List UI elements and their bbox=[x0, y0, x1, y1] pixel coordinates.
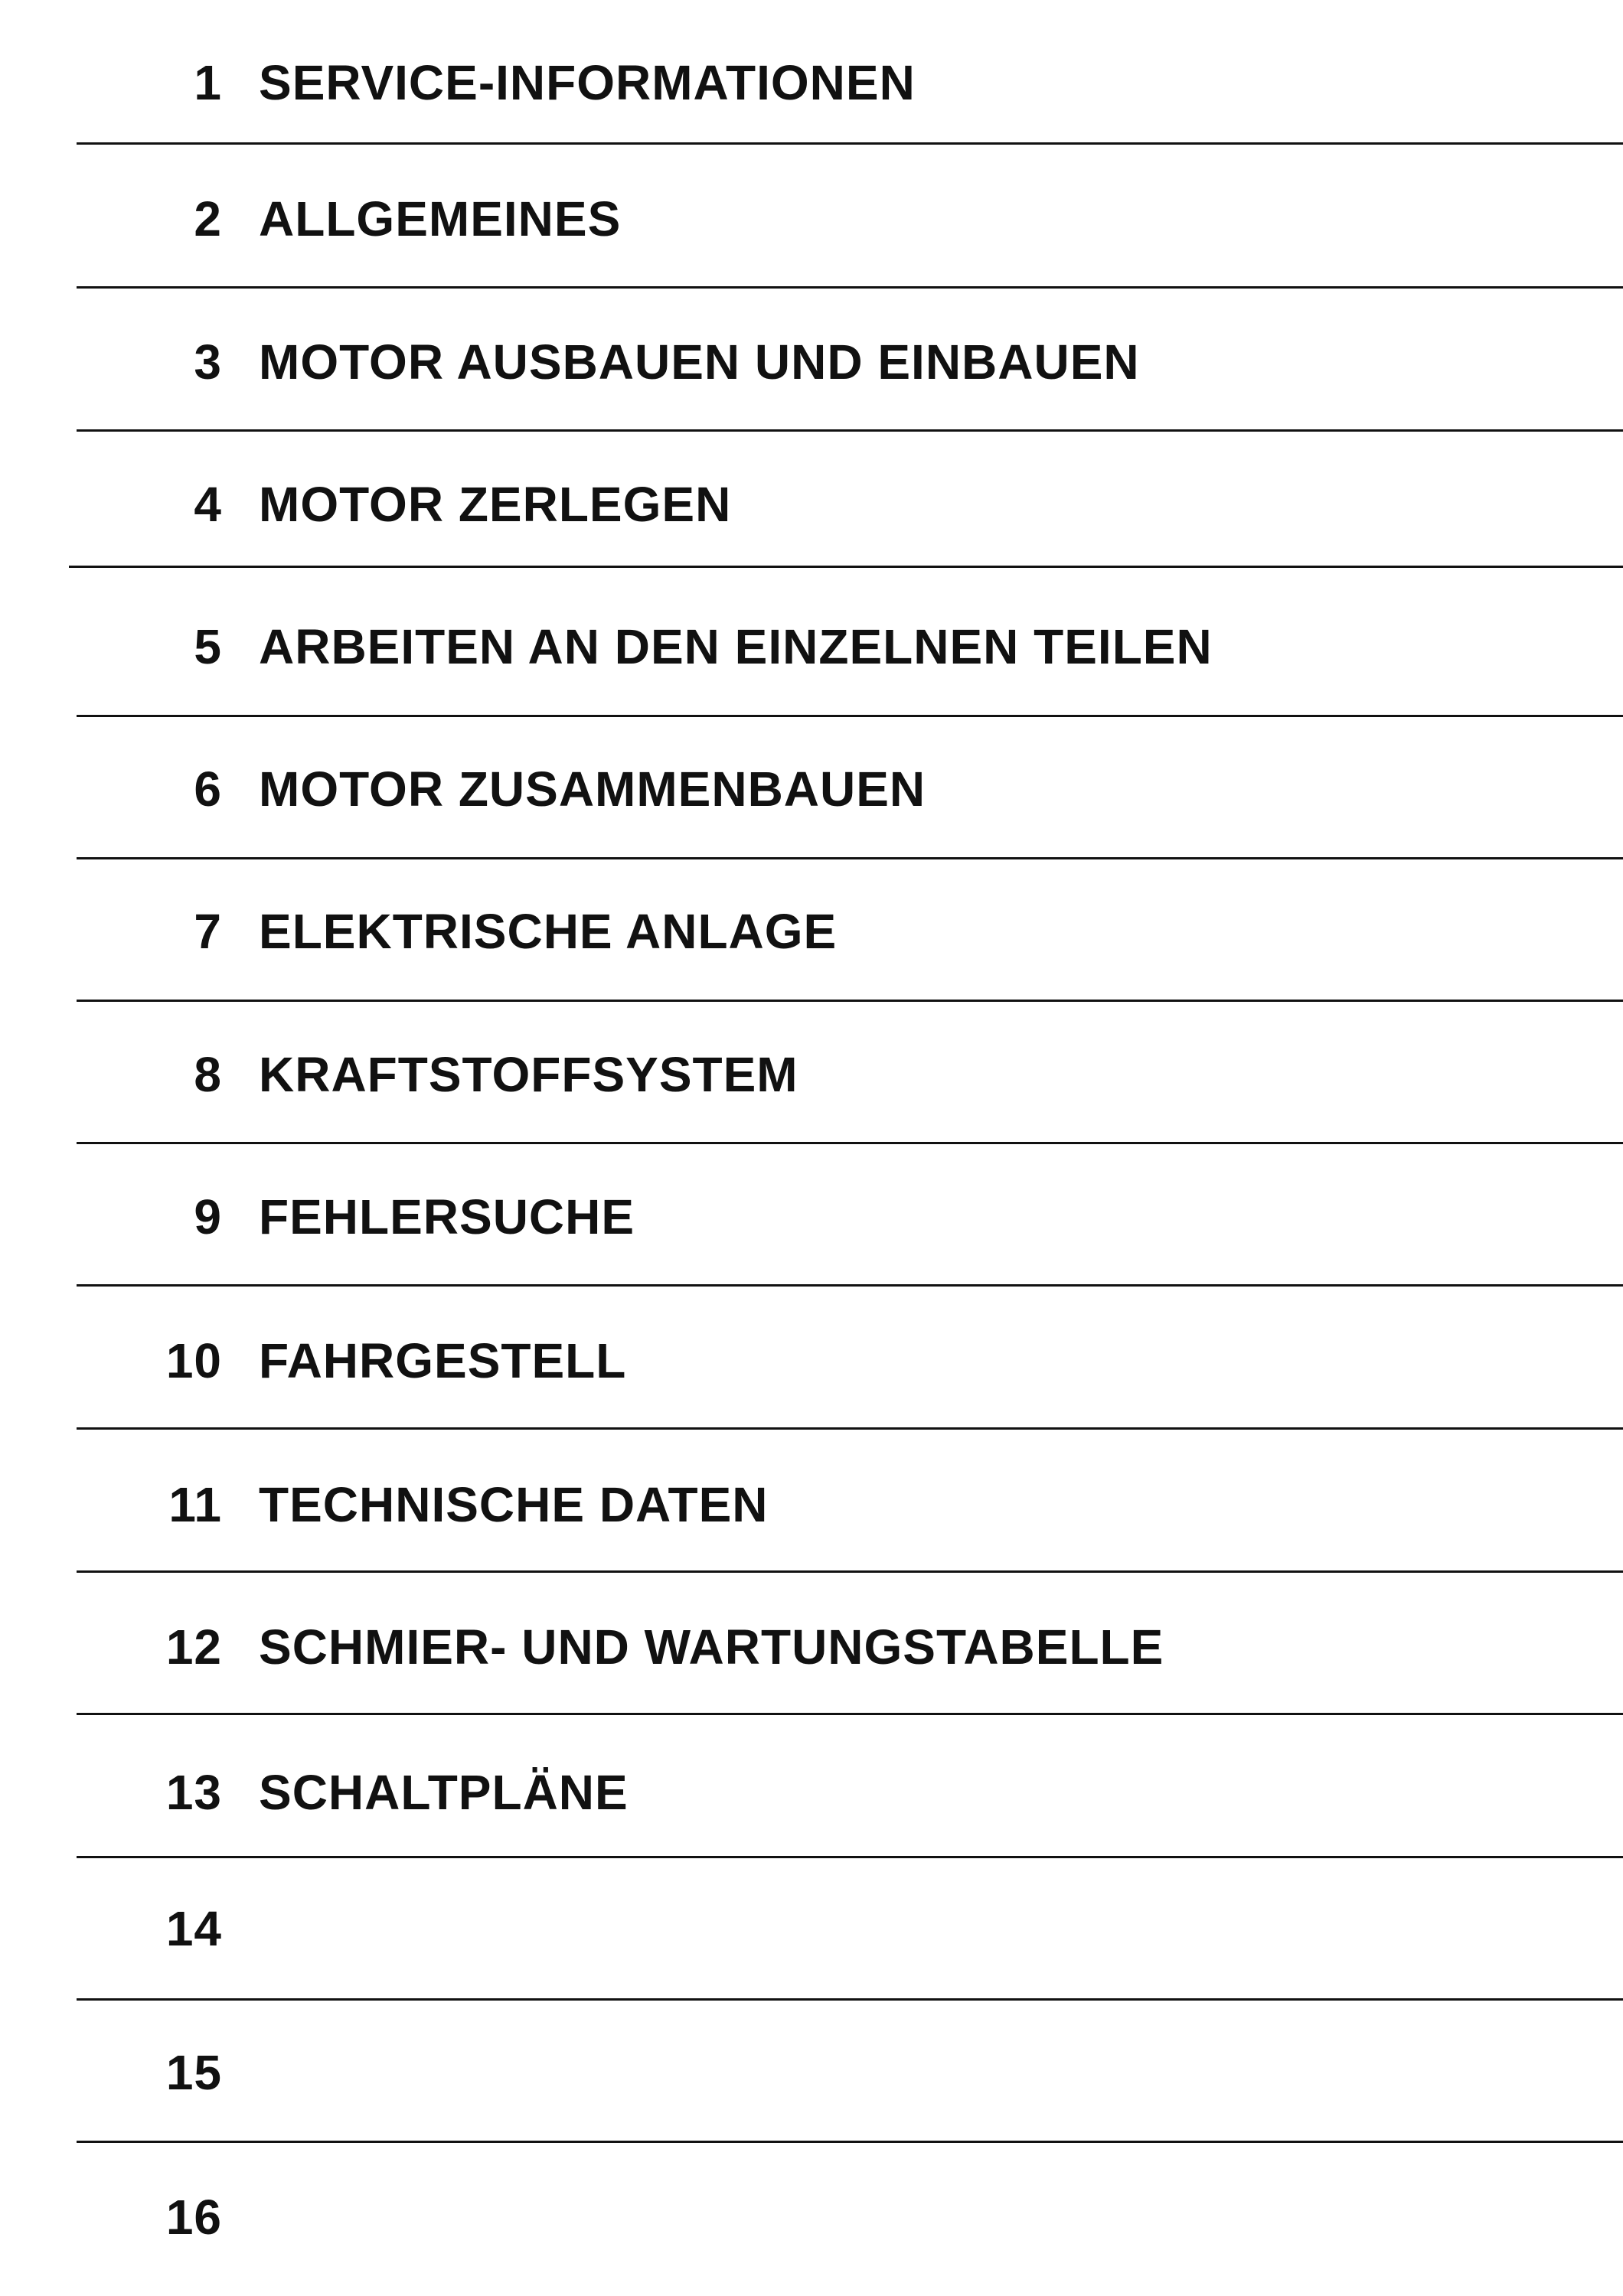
toc-entry-number: 12 bbox=[165, 1619, 222, 1675]
toc-entry-number: 9 bbox=[194, 1189, 222, 1244]
divider bbox=[77, 1427, 1623, 1430]
toc-entry-title: ALLGEMEINES bbox=[259, 191, 622, 246]
divider bbox=[77, 142, 1623, 145]
divider bbox=[77, 286, 1623, 289]
toc-entry-title: SCHALTPLÄNE bbox=[259, 1765, 629, 1820]
toc-entry-number: 10 bbox=[165, 1333, 222, 1388]
toc-entry-title: SERVICE-INFORMATIONEN bbox=[259, 55, 916, 110]
toc-entry-number: 7 bbox=[194, 904, 222, 959]
toc-entry-number: 1 bbox=[194, 55, 222, 110]
toc-entry-number: 14 bbox=[165, 1901, 222, 1956]
toc-entry-number: 4 bbox=[194, 477, 222, 532]
divider bbox=[69, 566, 1623, 568]
toc-entry-number: 16 bbox=[165, 2190, 222, 2245]
divider bbox=[77, 715, 1623, 717]
toc-entry-title: ARBEITEN AN DEN EINZELNEN TEILEN bbox=[259, 619, 1213, 674]
divider bbox=[77, 1998, 1623, 2001]
divider bbox=[77, 1713, 1623, 1715]
toc-entry-title: MOTOR ZUSAMMENBAUEN bbox=[259, 762, 926, 817]
toc-entry-title: FAHRGESTELL bbox=[259, 1333, 627, 1388]
divider bbox=[77, 1000, 1623, 1002]
toc-entry-title: FEHLERSUCHE bbox=[259, 1189, 635, 1244]
toc-entry-number: 3 bbox=[194, 334, 222, 390]
divider bbox=[77, 1142, 1623, 1144]
divider bbox=[77, 1284, 1623, 1287]
toc-entry-title: KRAFTSTOFFSYSTEM bbox=[259, 1047, 798, 1102]
toc-entry-number: 2 bbox=[194, 191, 222, 246]
toc-entry-title: MOTOR AUSBAUEN UND EINBAUEN bbox=[259, 334, 1140, 390]
toc-entry-title: TECHNISCHE DATEN bbox=[259, 1477, 769, 1532]
divider bbox=[77, 1570, 1623, 1573]
toc-entry-number: 8 bbox=[194, 1047, 222, 1102]
toc-entry-number: 5 bbox=[194, 619, 222, 674]
divider bbox=[77, 429, 1623, 432]
divider bbox=[77, 1856, 1623, 1858]
divider bbox=[77, 857, 1623, 859]
toc-entry-number: 13 bbox=[165, 1765, 222, 1820]
divider bbox=[77, 2141, 1623, 2143]
toc-entry-number: 15 bbox=[165, 2045, 222, 2100]
toc-entry-number: 6 bbox=[194, 762, 222, 817]
toc-entry-title: MOTOR ZERLEGEN bbox=[259, 477, 732, 532]
toc-entry-title: SCHMIER- UND WARTUNGSTABELLE bbox=[259, 1619, 1164, 1675]
toc-entry-title: ELEKTRISCHE ANLAGE bbox=[259, 904, 838, 959]
toc-entry-number: 11 bbox=[168, 1477, 222, 1532]
